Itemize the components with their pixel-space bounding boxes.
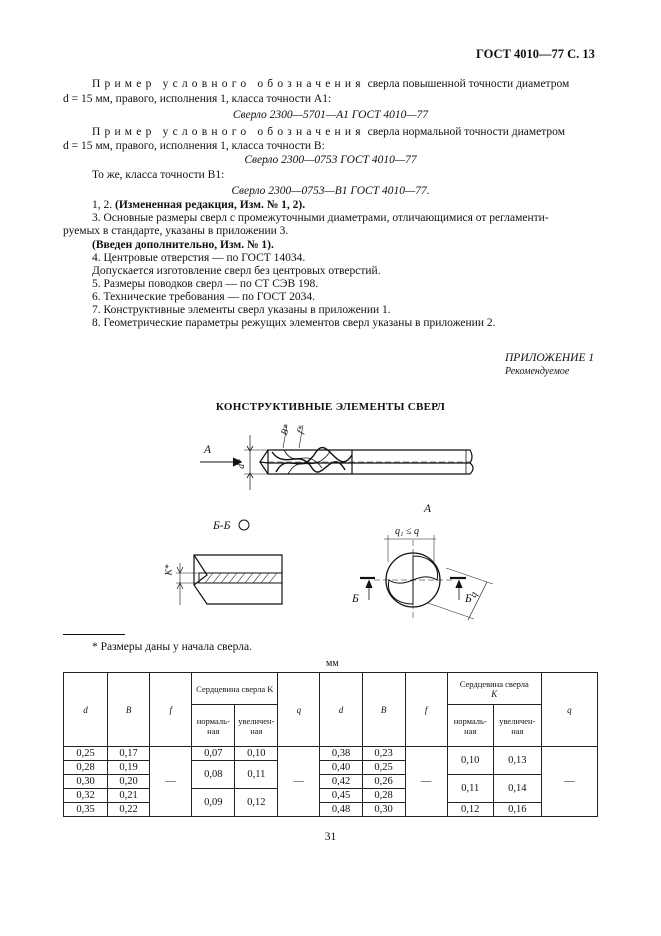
footnote: * Размеры даны у начала сверла.	[92, 641, 252, 653]
page-number: 31	[324, 831, 337, 843]
section-cut-right-label: Б	[465, 593, 472, 605]
cell-d: 0,30	[64, 775, 108, 789]
cell-k-normal: 0,10	[447, 747, 493, 775]
unit-label: мм	[326, 658, 339, 669]
example-2-line: Пример условного обозначения сверла нормальной точности диаметром	[92, 126, 565, 138]
text-line: То же, класса точности В1:	[92, 169, 225, 181]
cell-d: 0,48	[320, 803, 362, 817]
cell-k-enlarged: 0,16	[493, 803, 541, 817]
appendix-title: ПРИЛОЖЕНИЕ 1	[505, 352, 595, 364]
col-d: d	[64, 673, 108, 747]
cell-b: 0,23	[362, 747, 405, 761]
text-line: d = 15 мм, правого, исполнения 1, класса точности В:	[63, 140, 325, 152]
section-title: КОНСТРУКТИВНЫЕ ЭЛЕМЕНТЫ СВЕРЛ	[215, 401, 446, 413]
text-line: 4. Центровые отверстия — по ГОСТ 14034.	[92, 252, 306, 264]
cell-d: 0,45	[320, 789, 362, 803]
col-k-normal: нормаль-ная	[447, 705, 493, 747]
example-1-line: Пример условного обозначения сверла повышенной точности диаметром	[92, 78, 570, 90]
cell-d: 0,35	[64, 803, 108, 817]
col-q: q	[278, 673, 320, 747]
revision-note: (Введен дополнительно, Изм. № 1).	[92, 239, 274, 251]
col-b: B	[362, 673, 405, 747]
cell-k-enlarged: 0,13	[493, 747, 541, 775]
page-header: ГОСТ 4010—77 С. 13	[476, 47, 595, 61]
arrow-a-label: A	[204, 444, 212, 456]
cell-b: 0,19	[108, 761, 150, 775]
cell-d: 0,38	[320, 747, 362, 761]
cell-f: —	[405, 747, 447, 817]
q-dim-label: q	[468, 590, 481, 600]
cell-q: —	[541, 747, 597, 817]
cell-k-enlarged: 0,12	[235, 789, 278, 817]
appendix-subtitle: Рекомендуемое	[505, 366, 570, 377]
dimensions-table	[63, 672, 598, 817]
cell-k-normal: 0,07	[192, 747, 235, 761]
cell-d: 0,42	[320, 775, 362, 789]
text-line: 8. Геометрические параметры режущих элементов сверл указаны в приложении 2.	[92, 317, 496, 329]
cell-d: 0,28	[64, 761, 108, 775]
b-dim-label: B*	[279, 423, 293, 437]
text-line: d = 15 мм, правого, исполнения 1, класса точности А1:	[63, 93, 332, 105]
cell-b: 0,21	[108, 789, 150, 803]
cell-b: 0,20	[108, 775, 150, 789]
cell-b: 0,28	[362, 789, 405, 803]
cell-b: 0,22	[108, 803, 150, 817]
col-f: f	[150, 673, 192, 747]
q1-dim-label: q₁ ≤ q	[395, 526, 419, 537]
col-b: B	[108, 673, 150, 747]
f-dim-label: f*	[295, 424, 308, 436]
text-line: 3. Основные размеры сверл с промежуточными диаметрами, отличающимися от регламенти-	[92, 212, 549, 224]
col-f: f	[405, 673, 447, 747]
table-row	[64, 747, 598, 761]
d-dim-label: d*	[236, 459, 247, 469]
col-q: q	[541, 673, 597, 747]
revision-note: 1, 2. (Измененная редакция, Изм. № 1, 2).	[92, 199, 306, 211]
col-k-enlarged: увеличен-ная	[493, 705, 541, 747]
cell-d: 0,32	[64, 789, 108, 803]
text-line: 6. Технические требования — по ГОСТ 2034.	[92, 291, 315, 303]
designation-1: Сверло 2300—5701—А1 ГОСТ 4010—77	[232, 109, 429, 121]
cell-k-normal: 0,12	[447, 803, 493, 817]
view-a-label: A	[424, 503, 432, 515]
text-line: руемых в стандарте, указаны в приложении 3.	[63, 225, 289, 237]
text-line: 7. Конструктивные элементы сверл указаны в приложении 1.	[92, 304, 391, 316]
cell-k-normal: 0,09	[192, 789, 235, 817]
k-dim-label: K*	[164, 564, 175, 576]
table-row	[64, 775, 598, 789]
cell-k-normal: 0,08	[192, 761, 235, 789]
designation-3: Сверло 2300—0753—В1 ГОСТ 4010—77.	[231, 185, 430, 197]
col-core: Сердцевина сверла K	[447, 673, 541, 705]
col-k-enlarged: увеличен-ная	[235, 705, 278, 747]
col-d: d	[320, 673, 362, 747]
cell-d: 0,40	[320, 761, 362, 775]
drill-drawing	[0, 415, 661, 650]
cell-k-normal: 0,11	[447, 775, 493, 803]
section-label: Б-Б	[213, 520, 231, 532]
col-core: Сердцевина сверла K	[192, 673, 278, 705]
cell-b: 0,17	[108, 747, 150, 761]
table-row	[64, 803, 598, 817]
cell-b: 0,25	[362, 761, 405, 775]
cell-b: 0,26	[362, 775, 405, 789]
cell-b: 0,30	[362, 803, 405, 817]
text-line: Допускается изготовление сверл без центровых отверстий.	[92, 265, 381, 277]
footnote-rule	[63, 634, 125, 635]
text-line: 5. Размеры поводков сверл — по СТ СЭВ 198.	[92, 278, 319, 290]
section-cut-left-label: Б	[352, 593, 359, 605]
cell-q: —	[278, 747, 320, 817]
cell-k-enlarged: 0,14	[493, 775, 541, 803]
col-k-normal: нормаль-ная	[192, 705, 235, 747]
cell-d: 0,25	[64, 747, 108, 761]
cell-k-enlarged: 0,10	[235, 747, 278, 761]
cell-k-enlarged: 0,11	[235, 761, 278, 789]
cell-f: —	[150, 747, 192, 817]
designation-2: Сверло 2300—0753 ГОСТ 4010—77	[244, 154, 417, 166]
